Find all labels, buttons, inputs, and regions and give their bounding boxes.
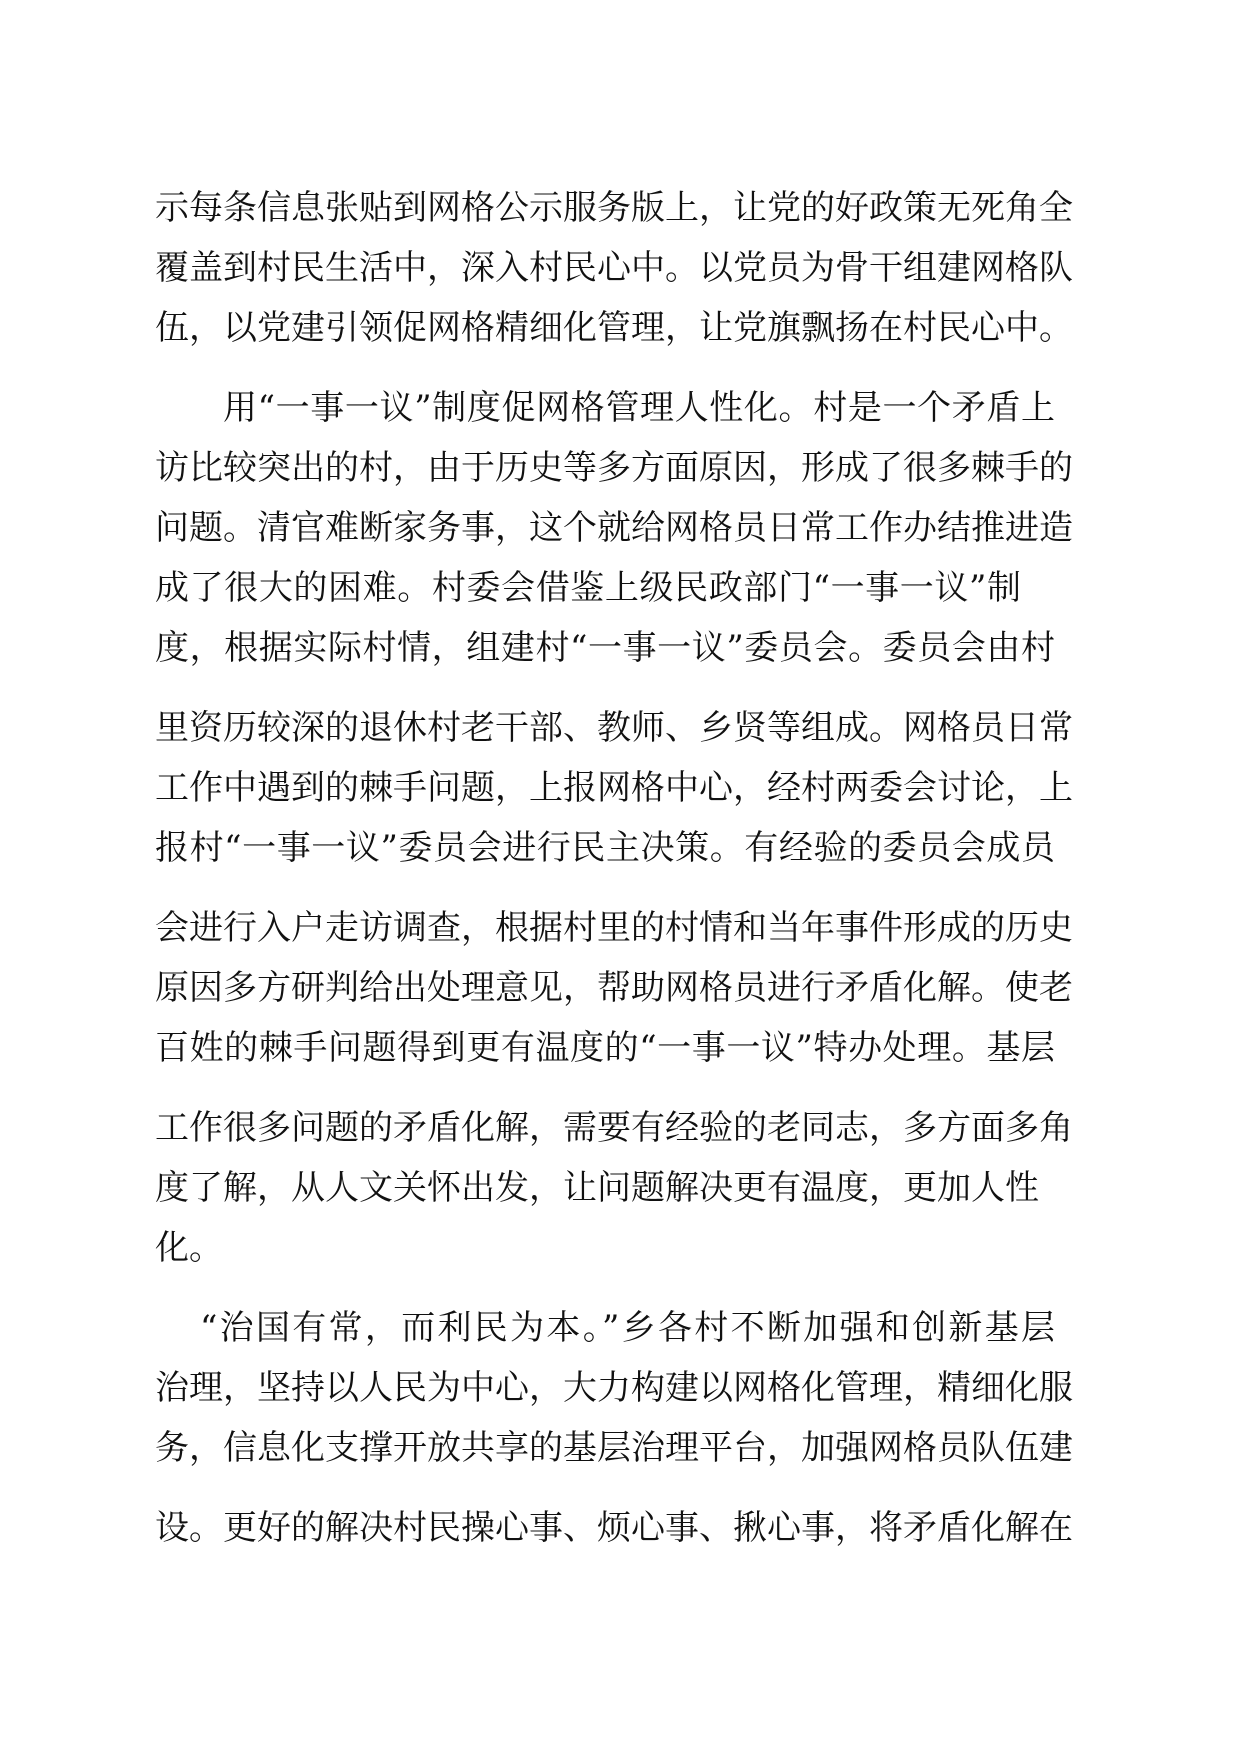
- paragraph-first-line: 用“一事一议”制度促网格管理人性化。村是一个矛盾上: [223, 388, 1055, 428]
- text-line: 伍，以党建引领促网格精细化管理，让党旗飘扬在村民心中。: [155, 308, 1073, 348]
- text-line: 问题。清官难断家务事，这个就给网格员日常工作办结推进造: [155, 508, 1073, 548]
- paragraph-first-line: “治国有常，而利民为本。”乡各村不断加强和创新基层: [200, 1308, 1055, 1348]
- text-line: 工作很多问题的矛盾化解，需要有经验的老同志，多方面多角: [155, 1108, 1073, 1148]
- text-line: 覆盖到村民生活中，深入村民心中。以党员为骨干组建网格队: [155, 248, 1073, 288]
- text-line: 里资历较深的退休村老干部、教师、乡贤等组成。网格员日常: [155, 708, 1073, 748]
- text-line: 设。更好的解决村民操心事、烦心事、揪心事，将矛盾化解在: [155, 1508, 1073, 1548]
- text-line: 化。: [155, 1228, 223, 1268]
- text-line: 务，信息化支撑开放共享的基层治理平台，加强网格员队伍建: [155, 1428, 1073, 1468]
- text-line: 报村“一事一议”委员会进行民主决策。有经验的委员会成员: [155, 828, 1055, 868]
- text-line: 示每条信息张贴到网格公示服务版上，让党的好政策无死角全: [155, 188, 1073, 228]
- text-line: 百姓的棘手问题得到更有温度的“一事一议”特办处理。基层: [155, 1028, 1055, 1068]
- text-line: 原因多方研判给出处理意见，帮助网格员进行矛盾化解。使老: [155, 968, 1073, 1008]
- text-line: 度，根据实际村情，组建村“一事一议”委员会。委员会由村: [155, 628, 1055, 668]
- text-line: 度了解，从人文关怀出发，让问题解决更有温度，更加人性: [155, 1168, 1039, 1208]
- text-line: 访比较突出的村，由于历史等多方面原因，形成了很多棘手的: [155, 448, 1073, 488]
- text-line: 治理，坚持以人民为中心，大力构建以网格化管理，精细化服: [155, 1368, 1073, 1408]
- text-line: 成了很大的困难。村委会借鉴上级民政部门“一事一议”制: [155, 568, 1021, 608]
- text-line: 会进行入户走访调查，根据村里的村情和当年事件形成的历史: [155, 908, 1073, 948]
- text-line: 工作中遇到的棘手问题，上报网格中心，经村两委会讨论，上: [155, 768, 1073, 808]
